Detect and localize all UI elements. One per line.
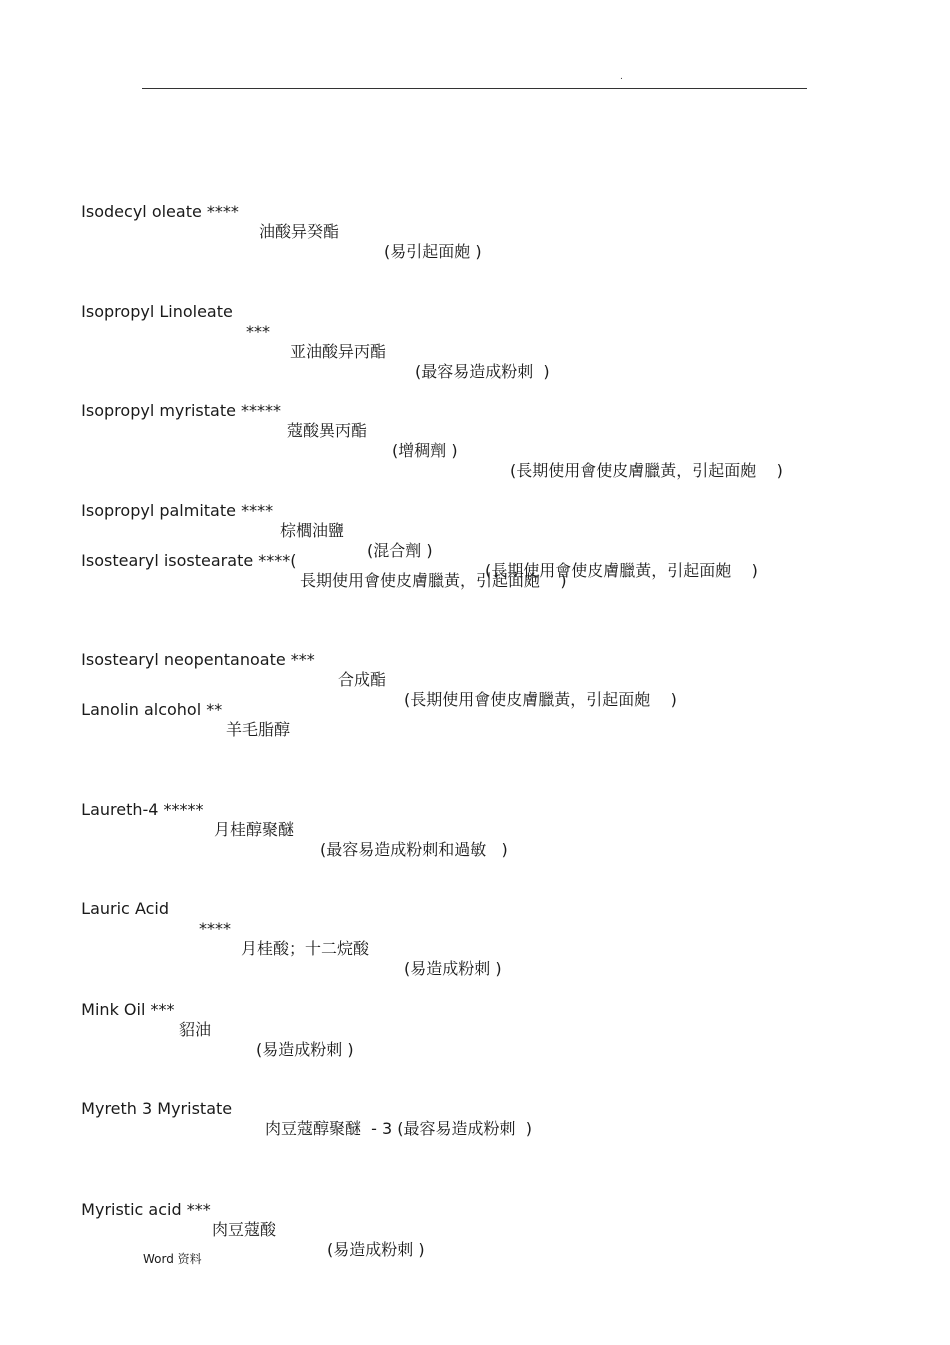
list-item	[71, 282, 550, 382]
ingredient-note: (易造成粉刺 )	[404, 959, 502, 978]
chinese-name: 蔻酸異丙酯	[287, 421, 368, 440]
ingredient-note: 長期使用會使皮膚臘黃，引起面皰 )	[300, 571, 567, 590]
ingredient-note: (最容易造成粉刺 )	[415, 362, 550, 381]
ingredient-note: (長期使用會使皮膚臘黃，引起面皰 )	[404, 690, 677, 709]
chinese-name: 貂油	[179, 1020, 212, 1039]
list-item	[71, 381, 783, 481]
ingredient-note: (易引起面皰 )	[384, 242, 482, 261]
ingredient-extra: (增稠劑 )	[392, 441, 458, 460]
ingredient-note: (易造成粉刺 )	[327, 1240, 425, 1259]
list-item	[71, 182, 482, 262]
page-footer: Word 资料	[143, 1252, 202, 1266]
ingredient-name: Myristic acid ***	[81, 1200, 211, 1219]
chinese-name: 棕櫚油鹽	[280, 521, 345, 540]
list-item	[71, 680, 291, 740]
ingredient-name: Myreth 3 Myristate	[81, 1099, 233, 1118]
ingredient-name: Isopropyl myristate *****	[81, 401, 282, 420]
ingredient-note: (長期使用會使皮膚臘黃，引起面皰 )	[485, 561, 758, 580]
list-item	[71, 1079, 532, 1139]
ingredient-rating: ***	[246, 322, 270, 341]
ingredient-name: Lanolin alcohol **	[81, 700, 223, 719]
chinese-name: 月桂醇聚醚	[214, 820, 295, 839]
list-item	[71, 1180, 425, 1260]
chinese-name: 肉豆蔻酸	[212, 1220, 277, 1239]
ingredient-name: Isostearyl isostearate ****(	[81, 551, 297, 570]
ingredient-note: (最容易造成粉刺和過敏 )	[320, 840, 508, 859]
ingredient-name: Lauric Acid	[81, 899, 169, 918]
header-rule	[142, 88, 807, 89]
ingredient-rating: ****	[199, 919, 231, 938]
ingredient-name: Mink Oil ***	[81, 1000, 175, 1019]
ingredient-name: Isopropyl Linoleate	[81, 302, 233, 321]
chinese-name: 油酸异癸酯	[259, 222, 340, 241]
chinese-name: 肉豆蔻醇聚醚 - 3 (最容易造成粉刺 )	[265, 1119, 532, 1138]
chinese-name: 羊毛脂醇	[226, 720, 291, 739]
ingredient-name: Isostearyl neopentanoate ***	[81, 650, 315, 669]
list-item	[71, 879, 502, 979]
list-item	[71, 780, 508, 860]
chinese-name: 亚油酸异丙酯	[290, 342, 387, 361]
ingredient-name: Laureth-4 *****	[81, 800, 204, 819]
ingredient-name: Isopropyl palmitate ****	[81, 501, 274, 520]
chinese-name: 月桂酸；十二烷酸	[241, 939, 370, 958]
list-item	[71, 980, 354, 1060]
ingredient-note: (易造成粉刺 )	[256, 1040, 354, 1059]
header-mark: .	[620, 72, 623, 82]
ingredient-note: (長期使用會使皮膚臘黃，引起面皰 )	[510, 461, 783, 480]
ingredient-extra: (混合劑 )	[367, 541, 433, 560]
ingredient-name: Isodecyl oleate ****	[81, 202, 239, 221]
chinese-name: 合成酯	[338, 670, 387, 689]
